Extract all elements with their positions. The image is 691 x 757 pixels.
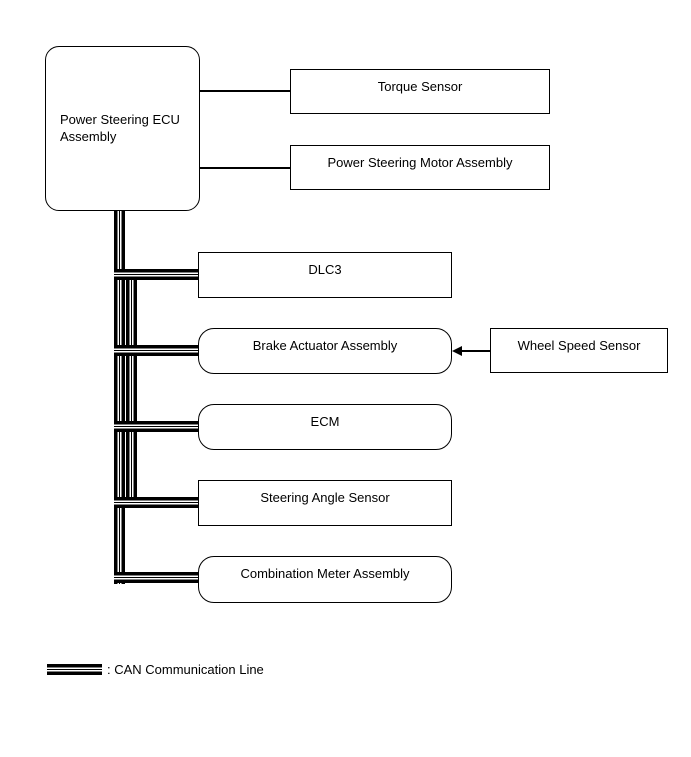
can-branch-ecm <box>114 421 200 432</box>
node-label: Power Steering Motor Assembly <box>327 155 513 170</box>
connector-ecu-torque-sensor <box>199 90 291 92</box>
wheel-speed-sensor-arrow <box>459 350 491 352</box>
legend-label: : CAN Communication Line <box>107 662 264 677</box>
node-wheel-speed-sensor <box>490 328 668 373</box>
node-label: Combination Meter Assembly <box>240 566 410 581</box>
can-branch-brake-actuator <box>114 345 200 356</box>
can-bus-vertical-main <box>114 210 125 584</box>
arrowhead-left-icon <box>452 346 462 356</box>
can-branch-combination-meter <box>114 572 200 583</box>
node-label: Brake Actuator Assembly <box>252 338 398 353</box>
can-bus-vertical-secondary <box>126 269 137 508</box>
node-label: Torque Sensor <box>377 79 463 94</box>
node-combination-meter <box>198 556 452 603</box>
node-brake-actuator <box>198 328 452 374</box>
connector-ecu-motor <box>199 167 291 169</box>
node-dlc3 <box>198 252 452 298</box>
node-label: Wheel Speed Sensor <box>517 338 641 353</box>
can-branch-steering-angle-sensor <box>114 497 200 508</box>
node-ecm <box>198 404 452 450</box>
node-power-steering-ecu <box>45 46 200 211</box>
node-steering-angle-sensor <box>198 480 452 526</box>
can-branch-dlc3 <box>114 269 200 280</box>
node-label: Steering Angle Sensor <box>260 490 390 505</box>
node-label: DLC3 <box>308 262 342 277</box>
node-torque-sensor <box>290 69 550 114</box>
legend-can-line-swatch <box>47 664 102 675</box>
node-label: Power Steering ECU Assembly <box>60 112 180 144</box>
node-label: ECM <box>310 414 340 429</box>
node-power-steering-motor <box>290 145 550 190</box>
